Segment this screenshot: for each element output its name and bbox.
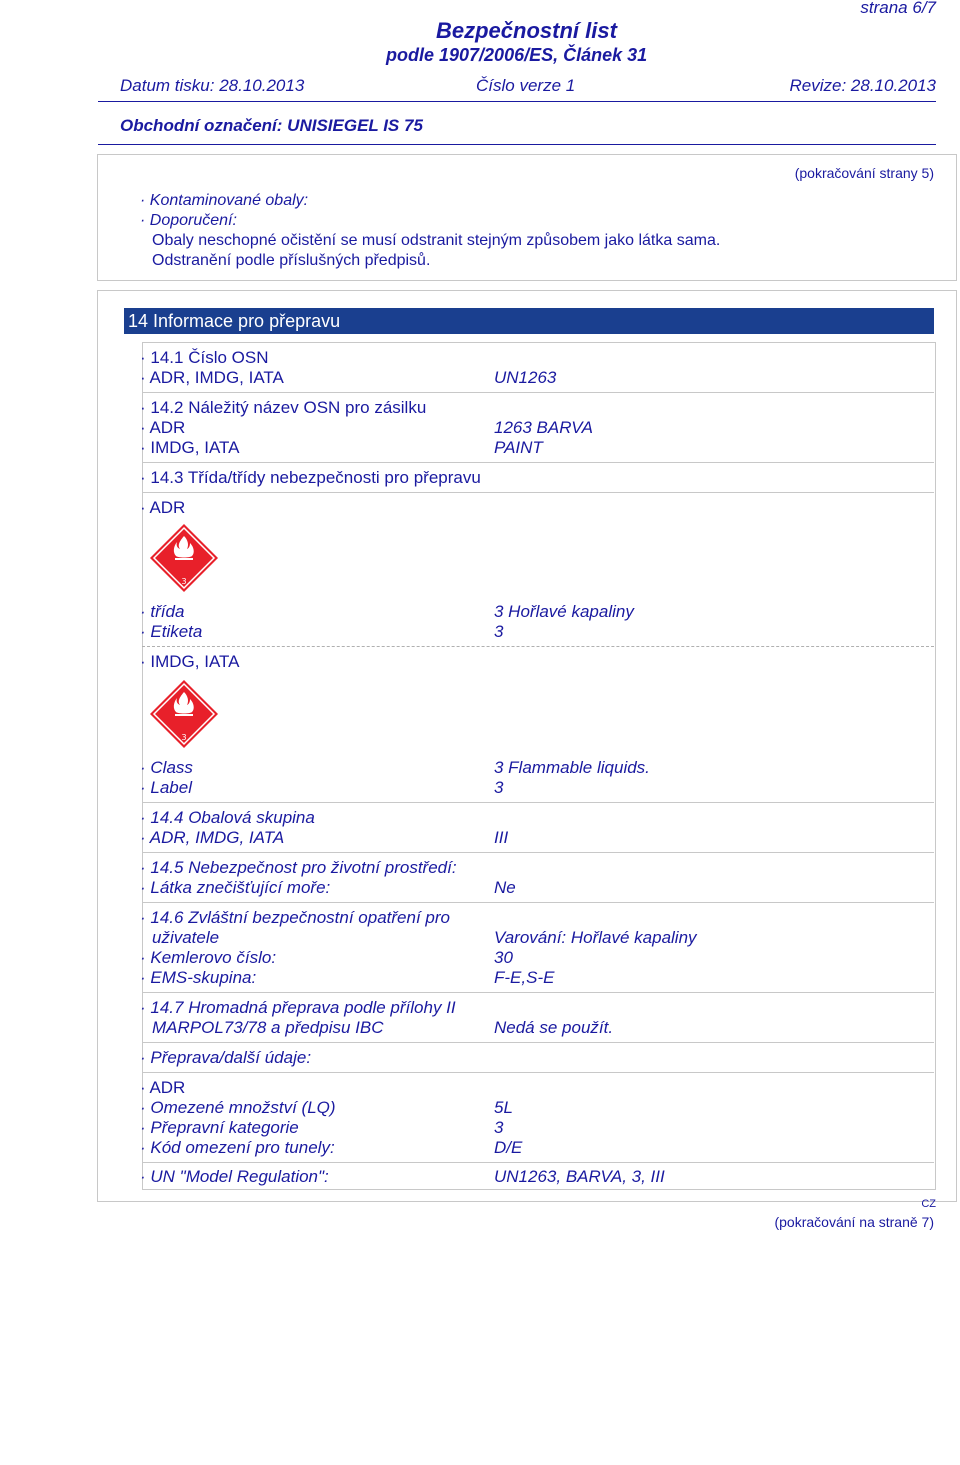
adr-subheading: · ADR — [140, 498, 186, 517]
tunnel-code-value: D/E — [494, 1138, 523, 1157]
separator — [142, 1042, 934, 1043]
un-number-modes: · ADR, IMDG, IATA — [140, 368, 284, 387]
separator — [142, 462, 934, 463]
limited-quantity-label: · Omezené množství (LQ) — [140, 1098, 336, 1117]
imdg-class-label: · Class — [140, 758, 193, 777]
disposal-text-1: Obaly neschopné očistění se musí odstranit stejným způsobem jako látka sama. — [152, 232, 721, 249]
adr-transport-subheading: · ADR — [140, 1078, 186, 1097]
shipping-name-label: · 14.2 Náležitý název OSN pro zásilku — [140, 398, 427, 417]
separator — [142, 392, 934, 393]
separator — [142, 1162, 934, 1163]
separator — [142, 992, 934, 993]
special-precautions-label: · 14.6 Zvláštní bezpečnostní opatření pro — [140, 908, 450, 927]
version-number: Číslo verze 1 — [476, 76, 576, 95]
limited-quantity-value: 5L — [494, 1098, 513, 1117]
ems-label: · EMS-skupina: — [140, 968, 257, 987]
adr-class-value: 3 Hořlavé kapaliny — [494, 602, 634, 621]
placard-number: 3 — [181, 577, 187, 586]
separator — [142, 852, 934, 853]
special-precautions-value: Varování: Hořlavé kapaliny — [494, 928, 697, 947]
contaminated-packaging-label: · Kontaminované obaly: — [140, 192, 309, 209]
bulk-transport-label-cont: MARPOL73/78 a předpisu IBC — [152, 1018, 384, 1037]
bulk-transport-label: · 14.7 Hromadná přeprava podle přílohy II — [140, 998, 456, 1017]
marine-pollutant-value: Ne — [494, 878, 516, 897]
tunnel-code-label: · Kód omezení pro tunely: — [140, 1138, 335, 1157]
imdg-label-label: · Label — [140, 778, 192, 797]
document-subtitle: podle 1907/2006/ES, Článek 31 — [386, 45, 648, 65]
separator — [142, 802, 934, 803]
trade-name-divider — [98, 144, 936, 145]
dashed-separator — [142, 646, 934, 647]
marine-pollutant-label: · Látka znečišťující moře: — [140, 878, 331, 897]
document-title: Bezpečnostní list — [436, 18, 617, 43]
packing-group-modes: · ADR, IMDG, IATA — [140, 828, 285, 847]
section-title: 14 Informace pro přepravu — [128, 311, 341, 331]
recommendation-label: · Doporučení: — [140, 212, 237, 229]
kemler-label: · Kemlerovo číslo: — [140, 948, 277, 967]
continued-on: (pokračování na straně 7) — [774, 1214, 934, 1230]
separator — [142, 1072, 934, 1073]
shipping-imdg-value: PAINT — [494, 438, 543, 457]
imdg-subheading: · IMDG, IATA — [140, 652, 240, 671]
header-divider — [98, 101, 936, 102]
shipping-adr-label: · ADR — [140, 418, 186, 437]
un-number-value: UN1263 — [494, 368, 557, 387]
hazard-class-label: · 14.3 Třída/třídy nebezpečnosti pro přepravu — [140, 468, 481, 487]
language-code: CZ — [921, 1198, 936, 1210]
model-regulation-value: UN1263, BARVA, 3, III — [494, 1167, 665, 1186]
flammable-liquid-placard-icon — [148, 522, 220, 594]
imdg-class-value: 3 Flammable liquids. — [494, 758, 650, 777]
special-precautions-label-cont: uživatele — [152, 928, 220, 947]
un-number-label: · 14.1 Číslo OSN — [140, 348, 269, 367]
shipping-adr-value: 1263 BARVA — [494, 418, 593, 437]
page-number: strana 6/7 — [860, 0, 936, 17]
print-date: Datum tisku: 28.10.2013 — [120, 76, 305, 95]
model-regulation-label: · UN "Model Regulation": — [140, 1167, 329, 1186]
separator — [142, 492, 934, 493]
adr-class-label: · třída — [140, 602, 185, 621]
transport-category-label: · Přepravní kategorie — [140, 1118, 299, 1137]
additional-transport-label: · Přeprava/další údaje: — [140, 1048, 312, 1067]
environmental-hazard-label: · 14.5 Nebezpečnost pro životní prostředí: — [140, 858, 457, 877]
continued-from: (pokračování strany 5) — [794, 165, 934, 181]
adr-etiketa-value: 3 — [494, 622, 504, 641]
revision-date: Revize: 28.10.2013 — [789, 76, 936, 95]
ems-value: F-E,S-E — [494, 968, 555, 987]
separator — [142, 902, 934, 903]
adr-etiketa-label: · Etiketa — [140, 622, 203, 641]
placard-number: 3 — [181, 733, 187, 742]
shipping-imdg-label: · IMDG, IATA — [140, 438, 240, 457]
packing-group-value: III — [494, 828, 509, 847]
imdg-label-value: 3 — [494, 778, 504, 797]
trade-name: Obchodní označení: UNISIEGEL IS 75 — [120, 116, 423, 135]
section-title-bar — [124, 308, 934, 334]
kemler-value: 30 — [494, 948, 513, 967]
bulk-transport-value: Nedá se použít. — [494, 1018, 614, 1037]
packing-group-label: · 14.4 Obalová skupina — [140, 808, 315, 827]
disposal-text-2: Odstranění podle příslušných předpisů. — [152, 252, 431, 269]
flammable-liquid-placard-icon — [148, 678, 220, 750]
transport-category-value: 3 — [494, 1118, 504, 1137]
